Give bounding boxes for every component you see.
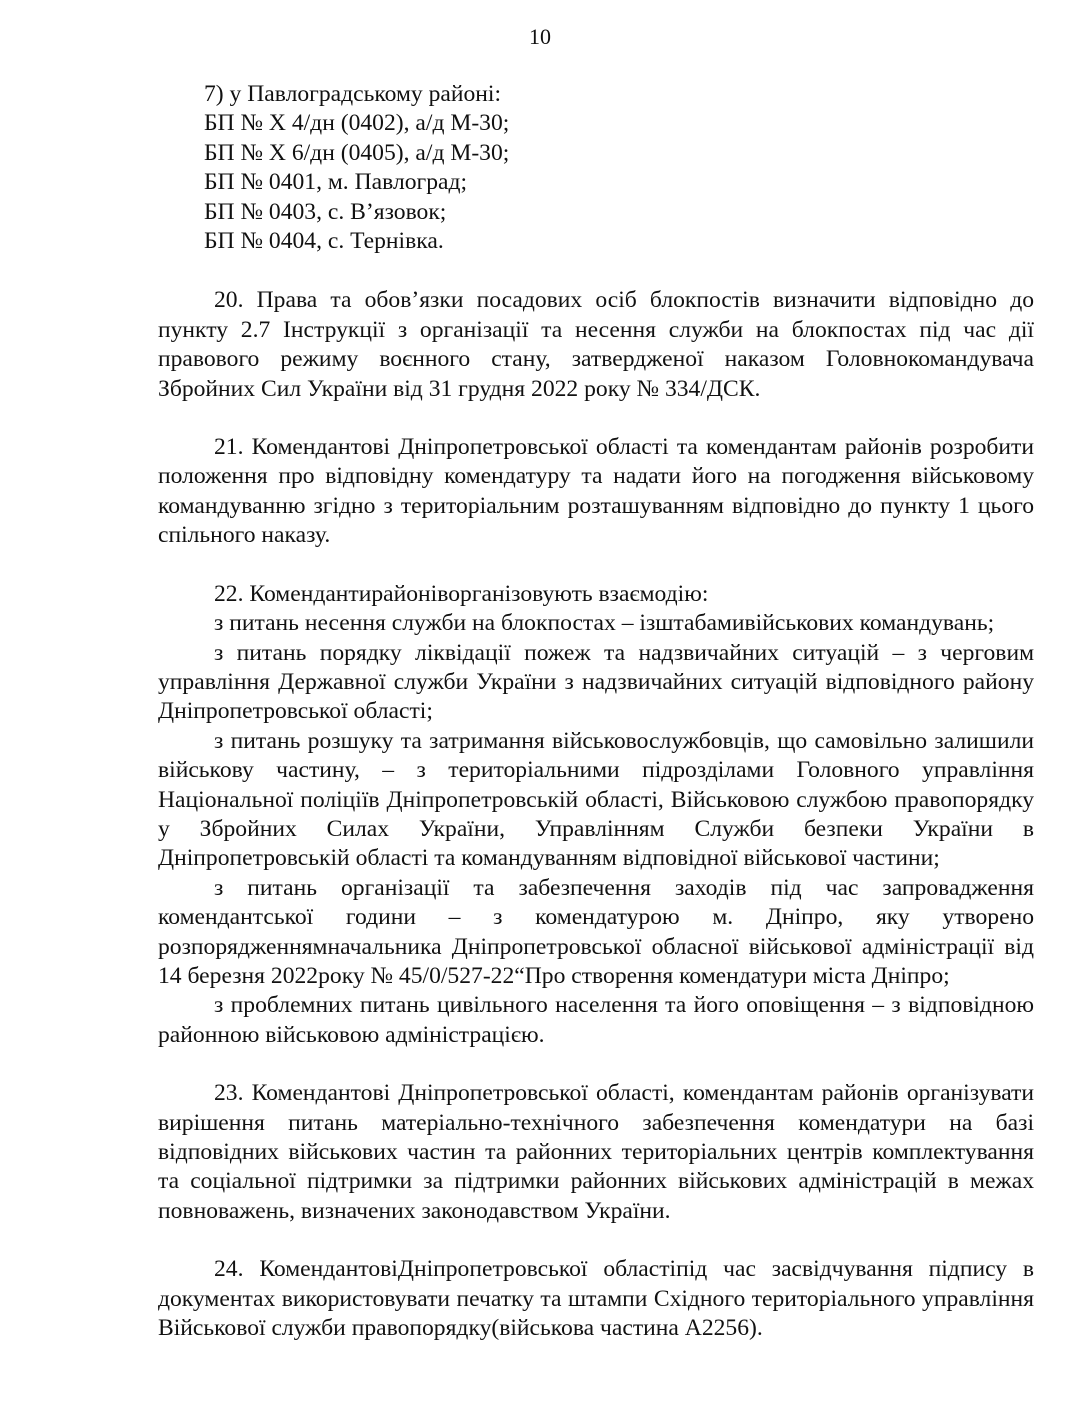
paragraph-22-item: з проблемних питань цивільного населення та його оповіщення – з відповідною районною військовою адміністрацією. [158,992,1034,1048]
paragraph-21: 21. Комендантові Дніпропетровської області та комендантам районів розробити положення про відповідну комендатуру та надати його на погодження військовому командуванню згідно з територіальним розташуванням відповідно до пункту 1 цього спільного наказу. [158,434,1034,549]
list-item: БП № 0401, м. Павлоград; [204,169,468,196]
paragraph-22-item: з питань несення служби на блокпостах – ізштабамивійськових командувань; [214,610,995,637]
paragraph-22 [158,580,1034,1051]
list-item: БП № 0403, с. В’язовок; [204,198,447,225]
list-item: БП № Х 4/дн (0402), а/д М-30; [204,110,510,137]
page-number: 10 [529,24,551,49]
paragraph-22-item: з питань порядку ліквідації пожеж та надзвичайних ситуацій – з черговим управління Державної служби України з надзвичайних ситуацій відповідного району Дніпропетровської області; [158,639,1034,725]
district-heading: 7) у Павлоградському районі: [204,81,502,107]
list-item: БП № 0404, с. Тернівка. [204,228,444,255]
paragraph-22-item: з питань організації та забезпечення заходів під час запровадження комендантської години – з комендатурою м. Дніпро, яку утворено розпорядженнямначальника Дніпропетровської обласної військової адміністрації від 14 березня 2022року № 45/0/527-22“Про створення комендатури міста Дніпро; [158,874,1034,989]
document-page [158,80,1034,1367]
district-checkpoint-list [158,80,1034,256]
paragraph-20: 20. Права та обов’язки посадових осіб блокпостів визначити відповідно до пункту 2.7 Інструкції з організації та несення служби на блокпостах під час дії правового режиму воєнного стану, затвердженої наказом Головнокомандувача Збройних Сил України від 31 грудня 2022 року № 334/ДСК. [158,287,1034,402]
paragraph-22-item: з питань розшуку та затримання військовослужбовців, що самовільно залишили військову частину, – з територіальними підрозділами Головного управління Національної поліціїв Дніпропетровській області, Військовою службою правопорядку у Збройних Силах України, Управлінням Служби безпеки України в Дніпропетровській області та командуванням відповідної військової частини; [158,727,1034,872]
list-item: БП № Х 6/дн (0405), а/д М-30; [204,139,510,166]
paragraph-22-heading: 22. Комендантирайоніворганізовують взаємодію: [214,580,709,607]
paragraph-23: 23. Комендантові Дніпропетровської області, комендантам районів організувати вирішення питань матеріально-технічного забезпечення комендатури на базі відповідних військових частин та районних територіальних центрів комплектування та соціальної підтримки за підтримки районних військових адміністрацій в межах повноважень, визначених законодавством України. [158,1080,1034,1224]
paragraph-24: 24. КомендантовіДніпропетровської областіпід час засвідчування підпису в документах використовувати печатку та штампи Східного територіального управління Військової служби правопорядку(військова частина А2256). [158,1256,1034,1342]
